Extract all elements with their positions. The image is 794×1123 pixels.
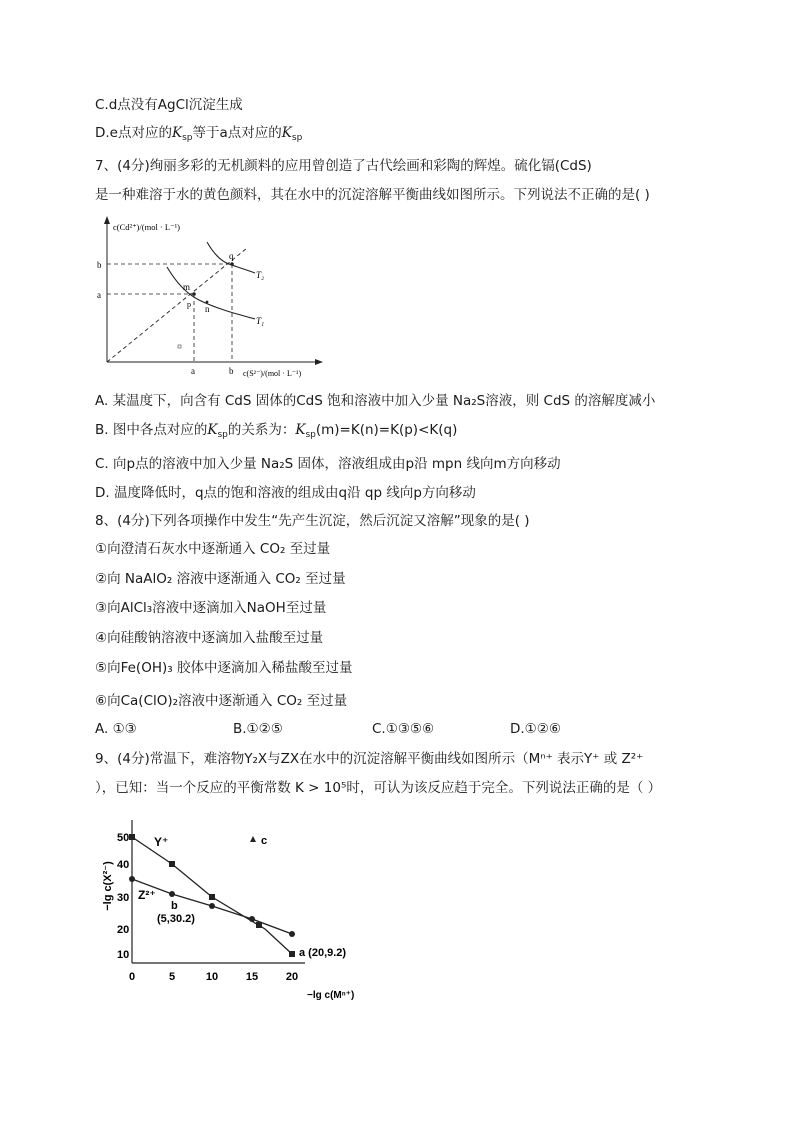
q8-item-1: ①向澄清石灰水中逐渐通入 CO₂ 至过量	[95, 541, 331, 557]
q7-option-d: D. 温度降低时，q点的饱和溶液的组成由q沿 qp 线向p方向移动	[95, 485, 476, 501]
label-t2: T₂	[256, 270, 265, 280]
q7-option-b: B. 图中各点对应的$K_{sp}$的关系为：$K_{sp}(m)=K(n)=K(p)<K(q)$	[95, 422, 458, 440]
q8-item-6: ⑥向Ca(ClO)₂溶液中逐渐通入 CO₂ 至过量	[95, 693, 348, 709]
question-7-title: 7、(4分)绚丽多彩的无机颜料的应用曾创造了古代绘画和彩陶的辉煌。硫化镉(CdS)	[95, 158, 592, 174]
q8-option-a: A. ①③	[95, 721, 137, 737]
curve-t1	[167, 267, 255, 319]
q7-option-c: C. 向p点的溶液中加入少量 Na₂S 固体，溶液组成由p沿 mpn 线向m方向移动	[95, 456, 561, 472]
cds-solubility-graph	[95, 212, 335, 384]
q8-item-5: ⑤向Fe(OH)₃ 胶体中逐滴加入稀盐酸至过量	[95, 660, 353, 676]
graph2-ytick: 10	[117, 949, 130, 961]
q8-option-b: B.①②⑤	[233, 721, 283, 737]
graph2-ytick: 30	[117, 892, 130, 904]
point-c-label: c	[261, 835, 268, 847]
graph2-xlabel: −lg c(Mⁿ⁺)	[307, 990, 355, 1001]
graph2-ylabel: −lg c(X²⁻)	[102, 861, 114, 911]
graph1-tick-b: b	[97, 260, 102, 270]
graph2-xtick: 15	[245, 971, 259, 983]
graph2-ytick: 50	[117, 832, 130, 844]
q8-option-c: C.①③⑤⑥	[372, 721, 435, 737]
graph1-tick-a: a	[97, 290, 101, 300]
q8-item-2: ②向 NaAlO₂ 溶液中逐渐通入 CO₂ 至过量	[95, 571, 346, 587]
option-d-prev: D.e点对应的$K_{sp}$等于a点对应的$K_{sp}$	[95, 125, 303, 143]
point-m: m	[183, 282, 191, 292]
label-t1: T₁	[256, 316, 265, 326]
point-b-label: b	[171, 900, 178, 912]
graph1-diagonal	[107, 248, 247, 362]
q8-option-d: D.①②⑥	[510, 721, 561, 737]
graph2-xtick: 0	[128, 971, 136, 983]
question-9-body: ），已知：当一个反应的平衡常数 K > 10⁵时，可认为该反应趋于完全。下列说法正确的是（ ）	[95, 780, 662, 796]
graph1-xtick-b: b	[229, 366, 234, 376]
graph1-xlabel: c(S²⁻)/(mol · L⁻¹)	[243, 369, 302, 378]
graph2-ytick: 40	[117, 859, 130, 871]
option-c-prev: C.d点没有AgCl沉淀生成	[95, 97, 243, 113]
graph2-xtick: 5	[168, 971, 176, 983]
point-b-coord: (5,30.2)	[157, 913, 195, 925]
q8-item-3: ③向AlCl₃溶液中逐滴加入NaOH至过量	[95, 600, 327, 616]
graph1-ylabel: c(Cd²⁺)/(mol · L⁻¹)	[113, 222, 180, 232]
question-7-body: 是一种难溶于水的黄色颜料，其在水中的沉淀溶解平衡曲线如图所示。下列说法不正确的是( )	[95, 187, 650, 203]
question-8-title: 8、(4分)下列各项操作中发生“先产生沉淀，然后沉淀又溶解”现象的是( )	[95, 513, 530, 529]
point-q: q	[229, 251, 234, 261]
label-z-2plus: Z²⁺	[138, 888, 156, 902]
q7-option-a: A. 某温度下，向含有 CdS 固体的CdS 饱和溶液中加入少量 Na₂S溶液，则 CdS 的溶解度减小	[95, 393, 656, 409]
label-y-plus: Y⁺	[154, 835, 169, 849]
point-n: n	[205, 304, 210, 314]
q8-item-4: ④向硅酸钠溶液中逐滴加入盐酸至过量	[95, 630, 324, 646]
precipitation-graph	[95, 808, 375, 1008]
graph2-ytick: 20	[117, 924, 130, 936]
question-9-title: 9、(4分)常温下，难溶物Y₂X与ZX在水中的沉淀溶解平衡曲线如图所示（Mⁿ⁺ 表示Y⁺ 或 Z²⁺	[95, 751, 644, 767]
point-c-marker	[250, 836, 256, 842]
graph2-xtick: 20	[285, 971, 299, 983]
graph1-xtick-a: a	[191, 366, 195, 376]
point-p: p	[187, 300, 191, 309]
point-a-label: a (20,9.2)	[299, 947, 347, 959]
graph2-xtick: 10	[205, 971, 219, 983]
